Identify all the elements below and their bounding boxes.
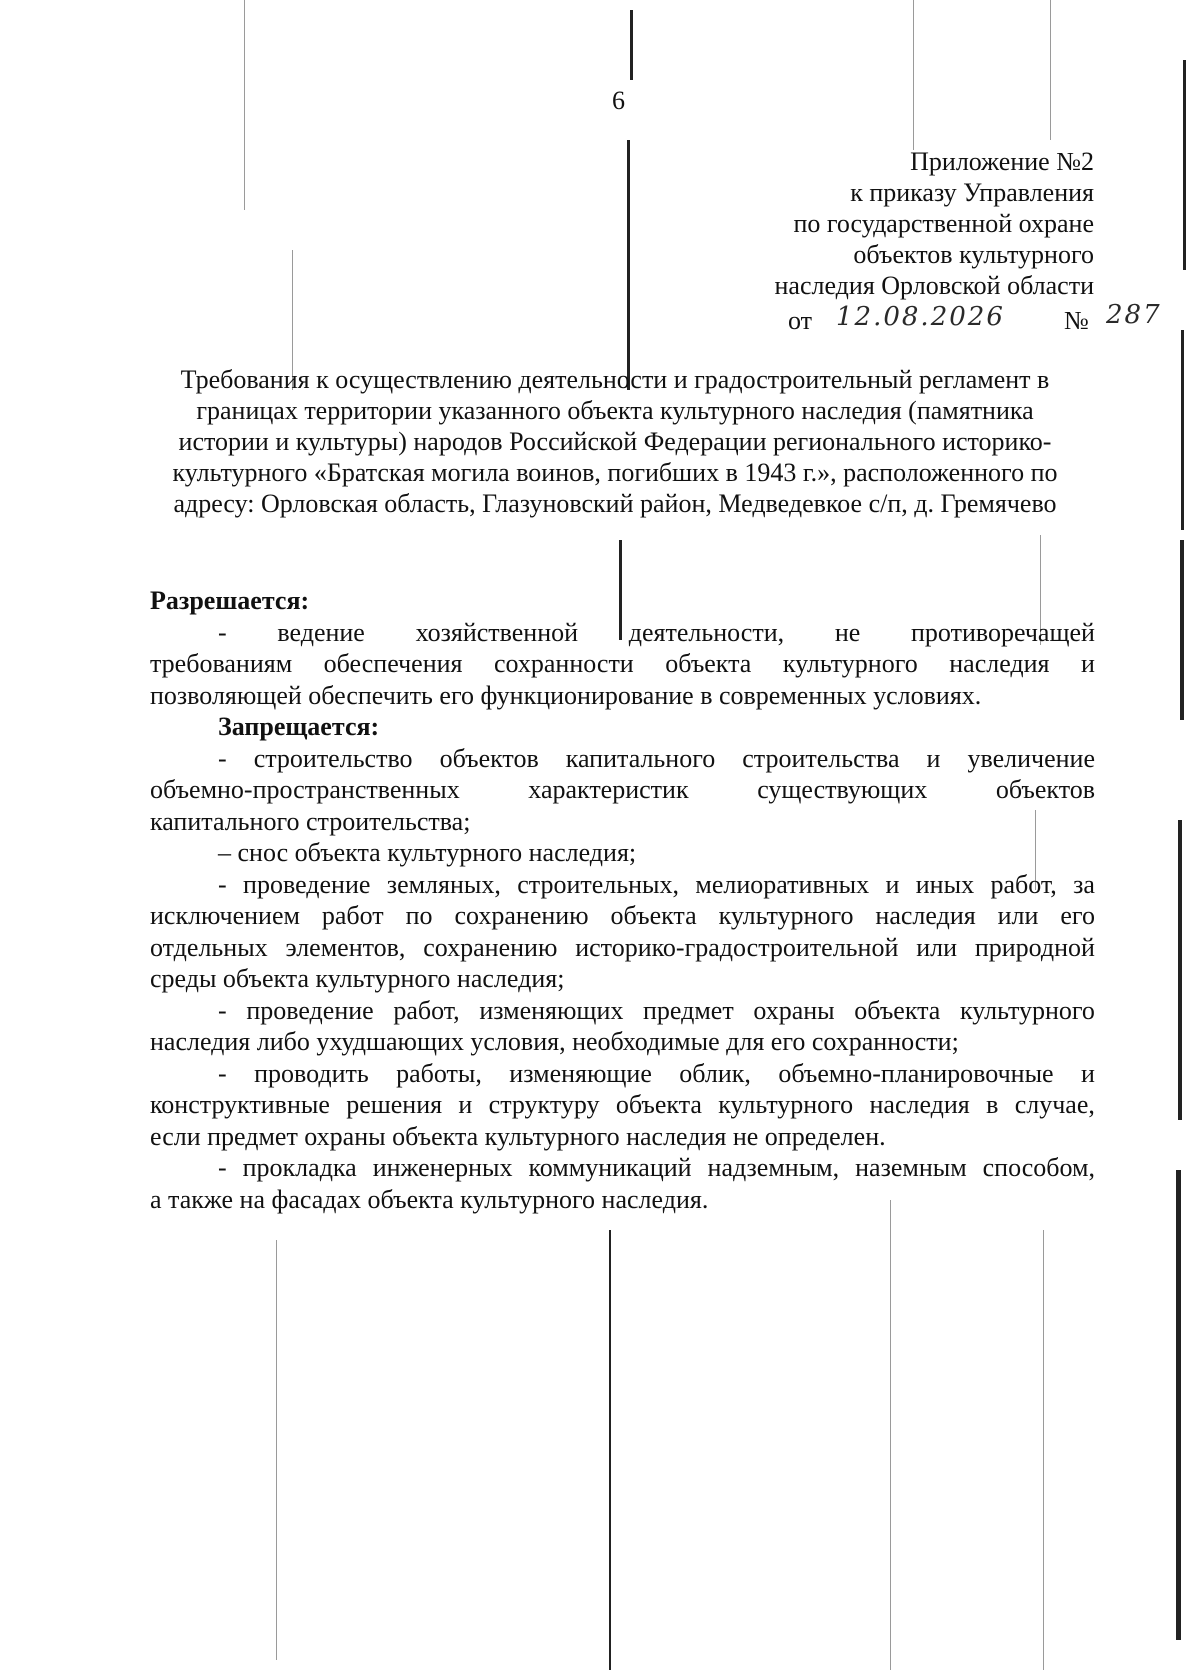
forbidden-line [150, 743, 1095, 775]
word: культурного [718, 901, 854, 930]
scan-edge-shadow [1176, 1170, 1181, 1640]
forbidden-line: если предмет охраны объекта культурного наследия не определен. [150, 1121, 886, 1151]
word: за [1073, 869, 1095, 899]
allowed-heading: Разрешается: [150, 586, 310, 615]
word: культурного [959, 995, 1095, 1025]
forbidden-line [150, 774, 1095, 806]
order-reference [788, 300, 1168, 338]
word: требованиям [150, 649, 293, 678]
word: строительство [253, 743, 413, 773]
word: сохранению [454, 901, 589, 930]
word: облик, [679, 1058, 751, 1088]
scan-artifact-line [1050, 0, 1051, 140]
word: культурного [718, 1090, 854, 1119]
forbidden-line: капитального строительства; [150, 806, 471, 836]
word: объемно-планировочные [778, 1058, 1054, 1088]
word: и [1081, 1058, 1095, 1088]
scan-edge-shadow [1180, 540, 1184, 720]
handwritten-number: 287 [1106, 300, 1162, 330]
word: обеспечения [323, 649, 463, 678]
word: - [218, 617, 227, 647]
word: мелиоративных [695, 869, 870, 899]
word: предмет [643, 995, 734, 1025]
word: или [916, 932, 957, 962]
word: исключением [150, 901, 300, 930]
word: конструктивные [150, 1090, 330, 1119]
word: объектов [995, 775, 1095, 804]
word: надземным, [707, 1153, 840, 1182]
document-title [140, 364, 1090, 519]
word: работ [321, 901, 384, 930]
word: его [1060, 901, 1095, 930]
word: решения [346, 1090, 443, 1119]
scan-artifact-line [890, 1200, 891, 1670]
appendix-header [634, 146, 1094, 301]
scan-artifact-line [627, 140, 630, 390]
word: природной [974, 932, 1095, 962]
word: земляных, [386, 869, 501, 899]
word: сохранению [423, 932, 558, 962]
appendix-line: объектов культурного [853, 240, 1094, 269]
word: по [405, 901, 433, 930]
word: объемно-пространственных [150, 775, 460, 804]
word: случае, [1014, 1090, 1095, 1119]
word: хозяйственной [415, 617, 579, 647]
word: инженерных [372, 1153, 513, 1182]
word: сохранности [494, 649, 634, 678]
title-line: Требования к осуществлению деятельности и градостроительный регламент в [180, 365, 1050, 394]
word: проведение [246, 995, 374, 1025]
word: проводить [254, 1058, 369, 1088]
from-label: от [788, 306, 813, 335]
document-body [150, 585, 1095, 1215]
scan-edge-shadow [1183, 60, 1186, 270]
word: не [834, 617, 861, 647]
word: - [218, 869, 227, 899]
word: наследия [869, 1090, 970, 1119]
word: изменяющие [509, 1058, 652, 1088]
forbidden-line: наследия либо ухудшающих условия, необходимые для его сохранности; [150, 1027, 959, 1056]
word: объекта [615, 1090, 702, 1119]
scan-artifact-line [630, 10, 633, 80]
word: в [986, 1090, 999, 1119]
scan-artifact-line [244, 0, 245, 210]
forbidden-line [150, 995, 1095, 1027]
appendix-line: Приложение №2 [910, 147, 1094, 176]
forbidden-line [150, 869, 1095, 901]
word: увеличение [967, 743, 1095, 773]
word: коммуникаций [528, 1153, 692, 1182]
forbidden-line: среды объекта культурного наследия; [150, 964, 565, 993]
word: структуру [488, 1090, 600, 1119]
appendix-line: наследия Орловской области [774, 271, 1094, 300]
scan-artifact-line [913, 0, 914, 150]
scan-edge-shadow [1181, 330, 1184, 530]
word: и [885, 869, 900, 899]
word: - [218, 995, 227, 1025]
page-number: 6 [612, 86, 625, 115]
forbidden-line [150, 1058, 1095, 1090]
word: работы, [396, 1058, 482, 1088]
word: - [218, 1058, 227, 1088]
word: или [997, 901, 1039, 930]
word: объекта [854, 995, 941, 1025]
appendix-line: по государственной охране [793, 209, 1094, 238]
forbidden-line [150, 900, 1095, 932]
handwritten-date: 12.08.2026 [836, 302, 1005, 332]
allowed-line: позволяющей обеспечить его функционирование в современных условиях. [150, 680, 982, 710]
word: культурного [782, 649, 918, 678]
word: наследия [875, 901, 976, 930]
scan-edge-shadow [1178, 820, 1182, 1120]
word: строительных, [517, 869, 680, 899]
appendix-line: к приказу Управления [850, 178, 1094, 207]
word: отдельных [150, 932, 268, 962]
word: - [218, 1153, 227, 1182]
word: ведение [277, 617, 365, 647]
word: наследия [949, 649, 1050, 678]
title-line: границах территории указанного объекта культурного наследия (памятника [196, 396, 1034, 425]
scan-artifact-line [609, 1230, 611, 1670]
scan-artifact-line [1043, 1230, 1044, 1670]
forbidden-heading: Запрещается: [218, 712, 380, 741]
forbidden-line: – снос объекта культурного наследия; [218, 838, 637, 867]
word: и [926, 743, 941, 773]
forbidden-line: а также на фасадах объекта культурного наследия. [150, 1184, 709, 1214]
word: и [458, 1090, 473, 1119]
word: иных [915, 869, 975, 899]
word: проведение [243, 869, 371, 899]
forbidden-line [150, 1152, 1095, 1184]
word: капитального [565, 743, 716, 773]
word: наземным [855, 1153, 967, 1182]
word: историко-градостроительной [575, 932, 899, 962]
word: противоречащей [911, 617, 1095, 647]
word: охраны [753, 995, 835, 1025]
word: прокладка [242, 1153, 357, 1182]
word: элементов, [285, 932, 406, 962]
allowed-line [150, 617, 1095, 649]
word: характеристик [528, 775, 689, 804]
word: и [1081, 649, 1095, 678]
forbidden-line [150, 1089, 1095, 1121]
title-line: культурного «Братская могила воинов, погибших в 1943 г.», расположенного по [172, 458, 1058, 487]
word: объекта [665, 649, 752, 678]
word: способом, [982, 1153, 1095, 1182]
word: деятельности, [628, 617, 785, 647]
forbidden-line [150, 932, 1095, 964]
scan-artifact-line [276, 1240, 277, 1660]
word: - [218, 743, 227, 773]
word: объектов [439, 743, 539, 773]
word: строительства [742, 743, 900, 773]
word: работ, [990, 869, 1057, 899]
word: существующих [757, 775, 928, 804]
word: изменяющих [479, 995, 624, 1025]
word: объекта [610, 901, 697, 930]
allowed-line [150, 648, 1095, 680]
word: работ, [393, 995, 460, 1025]
number-label: № [1064, 306, 1089, 335]
title-line: истории и культуры) народов Российской Федерации регионального историко- [178, 427, 1052, 456]
title-line: адресу: Орловская область, Глазуновский район, Медведевкое с/п, д. Гремячево [173, 489, 1057, 518]
